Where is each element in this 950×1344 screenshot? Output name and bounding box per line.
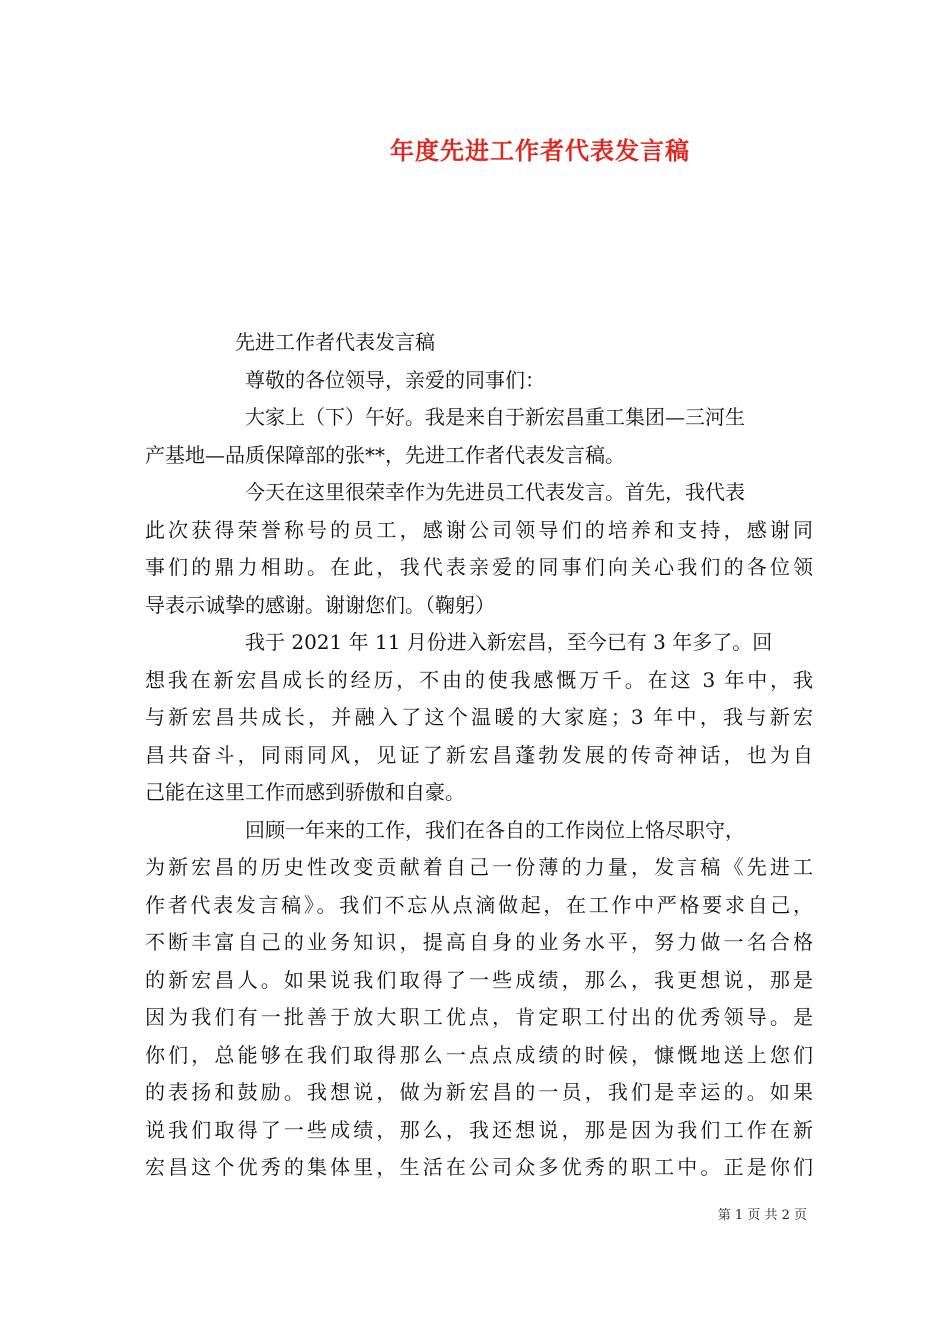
- paragraph-line: 产基地—品质保障部的张**，先进工作者代表发言稿。: [145, 442, 625, 467]
- paragraph-line: 大家上（下）午好。我是来自于新宏昌重工集团—三河生: [245, 405, 745, 429]
- paragraph-line: 回顾一年来的工作，我们在各自的工作岗位上恪尽职守，: [245, 817, 745, 842]
- page-number: 第 1 页 共 2 页: [717, 1208, 807, 1223]
- paragraph-line: 作者代表发言稿》。我们不忘从点滴做起，在工作中严格要求自己，: [145, 892, 813, 917]
- paragraph-line: 不断丰富自己的业务知识，提高自身的业务水平，努力做一名合格: [145, 930, 813, 954]
- paragraph-line: 尊敬的各位领导，亲爱的同事们：: [245, 367, 545, 392]
- paragraph-line: 的表扬和鼓励。我想说，做为新宏昌的一员，我们是幸运的。如果: [145, 1080, 813, 1104]
- paragraph-line: 今天在这里很荣幸作为先进员工代表发言。首先，我代表: [245, 480, 745, 504]
- paragraph-line: 宏昌这个优秀的集体里，生活在公司众多优秀的职工中。正是你们: [145, 1155, 813, 1179]
- paragraph-line: 事们的鼎力相助。在此，我代表亲爱的同事们向关心我们的各位领: [145, 555, 813, 579]
- paragraph-line: 因为我们有一批善于放大职工优点，肯定职工付出的优秀领导。是: [145, 1005, 813, 1029]
- document-title: 年度先进工作者代表发言稿: [390, 136, 690, 165]
- paragraph-line: 你们，总能够在我们取得那么一点点成绩的时候，慷慨地送上您们: [145, 1042, 813, 1067]
- paragraph-line: 昌共奋斗，同雨同风，见证了新宏昌蓬勃发展的传奇神话，也为自: [145, 742, 813, 767]
- paragraph-line: 己能在这里工作而感到骄傲和自豪。: [145, 780, 465, 804]
- paragraph-line: 与新宏昌共成长，并融入了这个温暖的大家庭；3 年中，我与新宏: [145, 705, 813, 729]
- paragraph-line: 说我们取得了一些成绩，那么，我还想说，那是因为我们工作在新: [145, 1117, 813, 1142]
- paragraph-line: 为新宏昌的历史性改变贡献着自己一份薄的力量，发言稿《先进工: [145, 855, 813, 879]
- paragraph-line: 的新宏昌人。如果说我们取得了一些成绩，那么，我更想说，那是: [145, 967, 813, 992]
- paragraph-line: 我于 2021 年 11 月份进入新宏昌，至今已有 3 年多了。回: [245, 630, 773, 654]
- paragraph-line: 导表示诚挚的感谢。谢谢您们。（鞠躬）: [145, 592, 495, 617]
- paragraph-line: 先进工作者代表发言稿: [235, 330, 435, 354]
- paragraph-line: 想我在新宏昌成长的经历，不由的使我感慨万千。在这 3 年中，我: [145, 667, 813, 692]
- document-body: [145, 324, 813, 1187]
- paragraph-line: 此次获得荣誉称号的员工，感谢公司领导们的培养和支持，感谢同: [145, 517, 813, 542]
